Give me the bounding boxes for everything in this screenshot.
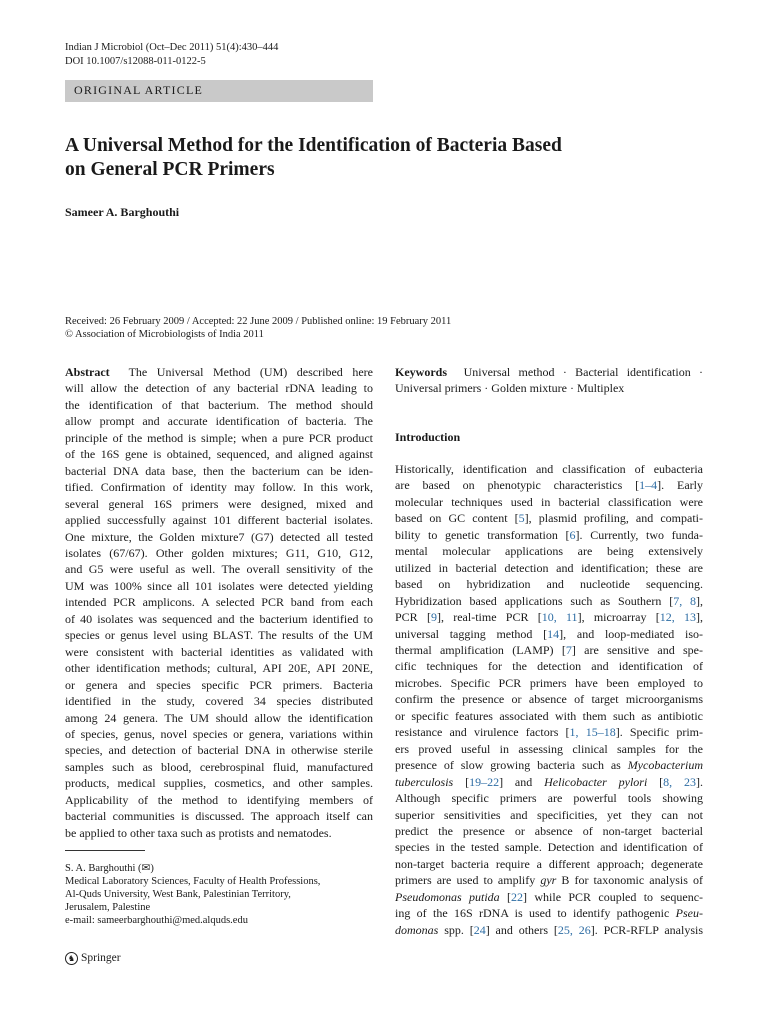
introduction-line: domonas spp. [24] and others [25, 26]. PCR-RFLP analysis (395, 922, 703, 937)
introduction-line: thermal amplification (LAMP) [7] are sensitive and spe- (395, 642, 703, 657)
abstract-line: species or genus level using BLAST. The results of the UM (65, 628, 373, 643)
corresponding-author (65, 862, 320, 927)
article-type-label: ORIGINAL ARTICLE (74, 83, 204, 97)
affiliation-line: Al-Quds University, West Bank, Palestinian Territory, (65, 889, 291, 900)
abstract-line: of 40 isolates was sequenced and the bacterium identified to (65, 611, 373, 626)
author-name: Sameer A. Barghouthi (65, 205, 180, 219)
introduction-line: Although specific primers are powerful tools showing (395, 791, 703, 806)
introduction-line: utilized in bacterial detection and identification; these are (395, 560, 703, 575)
abstract-line: bacterial DNA data base, then the bacterium can be iden- (65, 463, 373, 478)
introduction-line: or specific features associated with them such as antibiotic (395, 708, 703, 723)
introduction-line: Hybridization based applications such as Southern [7, 8], (395, 593, 704, 608)
abstract-line: allow prompt and accurate identification of bacteria. The (65, 414, 373, 429)
introduction-line: predict the presence or absence of non-target bacterial (395, 823, 703, 838)
introduction-line: primers are used to amplify gyr B for taxonomic analysis of (395, 873, 703, 888)
abstract-line: bacterial communities is discussed. The approach itself can (65, 809, 373, 824)
article-type-banner (65, 80, 373, 102)
citation-link[interactable]: 7, 8 (673, 593, 697, 608)
title-line: on General PCR Primers (65, 159, 275, 180)
footnote-separator (65, 850, 145, 851)
title-line: A Universal Method for the Identification of Bacteria Based (65, 135, 562, 156)
abstract-line: identified in the study, covered 34 species distributed (65, 694, 373, 709)
introduction-line: superior sensitivities and specificities, yet they can not (395, 807, 703, 822)
abstract-line: several general 16S primers were designed, mixed and (65, 496, 373, 511)
introduction-line: are based on phenotypic characteristics [1–4]. Early (395, 478, 703, 493)
introduction-line: presence of slow growing bacteria such as Mycobacterium (395, 758, 703, 773)
citation-link[interactable]: 19–22 (469, 774, 500, 789)
abstract-line: of the 16S gene is obtained, sequenced, and aligned against (65, 447, 373, 462)
abstract-section (65, 364, 373, 841)
introduction-line: Pseudomonas putida [22] while PCR coupled to sequenc- (395, 889, 704, 904)
introduction-line: based on hybridization and nucleotide sequencing. (395, 577, 703, 592)
introduction-line: universal tagging method [14], and loop-mediated iso- (395, 626, 703, 641)
abstract-line: species, and detection of bacterial DNA in otherwise sterile (65, 743, 373, 758)
abstract-line: the identification of that bacterium. The method should (65, 397, 373, 412)
springer-horse-icon: ♞ (65, 952, 78, 965)
citation-link[interactable]: 12, 13 (659, 610, 696, 625)
journal-citation: Indian J Microbiol (Oct–Dec 2011) 51(4):430–444 (65, 42, 279, 53)
introduction-line: species in the tested sample. Detection and identification of (395, 840, 703, 855)
introduction-line: tuberculosis [19–22] and Helicobacter pylori [8, 23]. (395, 774, 704, 789)
citation-link[interactable]: 5 (518, 511, 525, 526)
article-title (65, 134, 705, 182)
copyright-notice: © Association of Microbiologists of India 2011 (65, 329, 264, 340)
introduction-line: cific techniques for the detection and identification of (395, 659, 703, 674)
abstract-line: applied successfully against 101 different bacterial isolates. (65, 513, 373, 528)
abstract-label: Abstract (65, 365, 110, 379)
abstract-line: or genera and species specific PCR primers. Bacteria (65, 677, 373, 692)
abstract-line: be applied to other taxa such as protists and nematodes. (65, 825, 332, 840)
abstract-line: principle of the method is simple; when a pure PCR product (65, 430, 373, 445)
abstract-line: were consistent with bacterial identities as validated with (65, 644, 373, 659)
introduction-line: confirm the presence or absence of target microorganisms (395, 692, 703, 707)
affiliation-line: Jerusalem, Palestine (65, 902, 151, 913)
abstract-line: Abstract The Universal Method (UM) described here (65, 365, 373, 379)
introduction-line: PCR [9], real-time PCR [10, 11], microarray [12, 13], (395, 610, 703, 625)
abstract-line: UM was 100% since all 101 isolates were detected yielding (65, 578, 373, 593)
abstract-line: tified. Confirmation of identity may follow. In this work, (65, 480, 373, 495)
publication-dates: Received: 26 February 2009 / Accepted: 22 June 2009 / Published online: 19 February 2011 (65, 316, 452, 327)
abstract-line: samples such as blood, cerebrospinal fluid, manufactured (65, 759, 373, 774)
citation-link[interactable]: 24 (473, 922, 486, 937)
author-email[interactable]: e-mail: sameerbarghouthi@med.alquds.edu (65, 915, 248, 926)
introduction-line: based on GC content [5], plasmid profiling, and compati- (395, 511, 703, 526)
introduction-line: bility to genetic transformation [6]. Currently, two funda- (395, 527, 704, 542)
abstract-line: Applicability of the method to identifying members of (65, 792, 373, 807)
citation-link[interactable]: 1–4 (639, 478, 658, 493)
corresponding-author-name: S. A. Barghouthi (✉) (65, 863, 154, 874)
doi[interactable]: DOI 10.1007/s12088-011-0122-5 (65, 56, 206, 67)
abstract-line: intended PCR amplicons. A selected PCR band from each (65, 595, 373, 610)
affiliation-line: Medical Laboratory Sciences, Faculty of Health Professions, (65, 876, 321, 887)
keywords-section (395, 364, 703, 397)
publisher-logo (65, 952, 121, 965)
keywords-line: Keywords Universal method · Bacterial identification · (395, 365, 703, 379)
publisher-name: Springer (81, 952, 121, 965)
abstract-line: other identification methods; cultural, API 20E, API 20NE, (65, 661, 373, 676)
citation-link[interactable]: 22 (511, 889, 524, 904)
citation-link[interactable]: 25, 26 (557, 922, 591, 937)
introduction-line: resistance and virulence factors [1, 15–18]. Specific prim- (395, 725, 703, 740)
abstract-line: of species, genus, novel species or genera, variations within (65, 726, 373, 741)
introduction-line: molecular techniques used in bacterial classification were (395, 494, 703, 509)
introduction-heading: Introduction (395, 430, 461, 444)
introduction-body (395, 461, 703, 938)
citation-link[interactable]: 10, 11 (541, 610, 578, 625)
keywords-label: Keywords (395, 365, 447, 379)
introduction-line: ing of the 16S rDNA is used to identify pathogenic Pseu- (395, 906, 703, 921)
abstract-line: isolates (67/67). Other golden mixtures; G11, G10, G12, (65, 545, 373, 560)
abstract-line: among 24 genera. The UM should allow the identification (65, 710, 373, 725)
abstract-line: will allow the detection of any bacterial rDNA leading to (65, 381, 373, 396)
citation-link[interactable]: 14 (547, 626, 560, 641)
citation-link[interactable]: 9 (430, 610, 437, 625)
introduction-line: Historically, identification and classification of eubacteria (395, 462, 703, 476)
citation-link[interactable]: 7 (565, 642, 572, 657)
abstract-line: One mixture, the Golden mixture7 (G7) detected all tested (65, 529, 373, 544)
abstract-line: and G5 were useful as well. The overall sensitivity of the (65, 562, 373, 577)
citation-link[interactable]: 1, 15–18 (569, 725, 616, 740)
keywords-line: Universal primers · Golden mixture · Multiplex (395, 381, 625, 396)
introduction-line: mental molecular applications are being extensively (395, 544, 703, 559)
introduction-line: ers proved useful in assessing clinical samples for the (395, 741, 703, 756)
citation-link[interactable]: 6 (569, 527, 576, 542)
citation-link[interactable]: 8, 23 (663, 774, 697, 789)
abstract-line: products, medical supplies, cosmetics, and other samples. (65, 776, 373, 791)
introduction-line: microbes. Specific PCR primers have been employed to (395, 675, 703, 690)
introduction-line: non-target bacteria require a different approach; degenerate (395, 856, 703, 871)
